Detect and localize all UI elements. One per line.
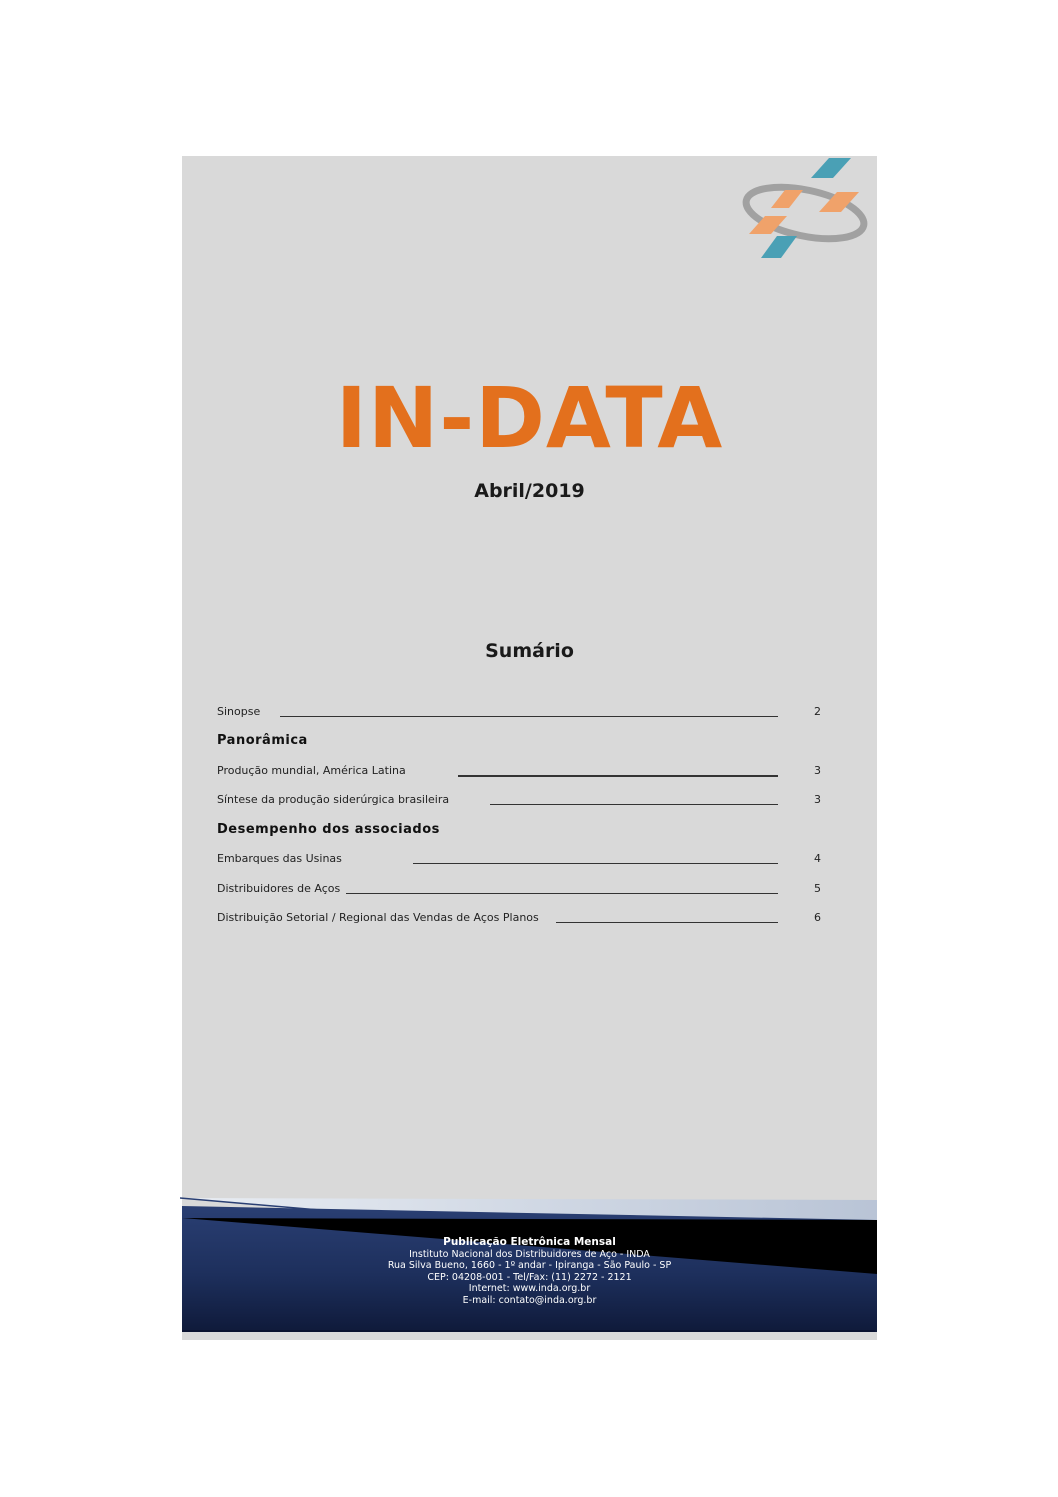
footer-institute: Instituto Nacional dos Distribuidores de Aço - INDA (409, 1248, 650, 1260)
toc-entry-distribuicao[interactable] (217, 911, 821, 931)
toc-page-number: 3 (814, 793, 821, 806)
toc-entry-label: Distribuidores de Aços (217, 882, 341, 895)
toc-entry-sintese[interactable] (217, 793, 821, 813)
toc-entry-embarques[interactable] (217, 852, 821, 872)
toc-page-number: 3 (814, 764, 821, 777)
toc-entry-label: Produção mundial, América Latina (217, 764, 406, 777)
summary-heading: Sumário (485, 640, 574, 662)
inda-logo-icon (741, 156, 869, 264)
toc-leader-line (413, 863, 778, 864)
cover-background (182, 156, 877, 1340)
toc-entry-label: Distribuição Setorial / Regional das Vendas de Aços Planos (217, 911, 539, 924)
toc-page-number: 5 (814, 882, 821, 895)
toc-page-number: 6 (814, 911, 821, 924)
toc-page-number: 4 (814, 852, 821, 865)
edition-date: Abril/2019 (474, 480, 585, 502)
toc-leader-line (280, 716, 778, 717)
toc-section-desempenho: Desempenho dos associados (217, 822, 440, 837)
footer-publication: Publicação Eletrônica Mensal (443, 1236, 616, 1248)
toc-entry-producao-mundial[interactable] (217, 764, 821, 784)
document-title: IN-DATA (335, 369, 724, 467)
toc-leader-line (490, 804, 778, 805)
toc-entry-sinopse[interactable] (217, 705, 821, 725)
toc-entry-label: Síntese da produção siderúrgica brasileira (217, 793, 450, 806)
toc-page-number: 2 (814, 705, 821, 718)
toc-leader-line (556, 922, 778, 923)
toc-entry-label: Embarques das Usinas (217, 852, 342, 865)
footer-address: Rua Silva Bueno, 1660 - 1º andar - Ipiranga - São Paulo - SP (387, 1260, 672, 1271)
footer-email[interactable]: E-mail: contato@inda.org.br (462, 1294, 597, 1306)
toc-entry-distribuidores[interactable] (217, 882, 821, 902)
toc-section-panoramica: Panorâmica (217, 733, 308, 748)
toc-leader-line (458, 775, 778, 777)
footer-internet[interactable]: Internet: www.inda.org.br (468, 1283, 591, 1294)
toc-leader-line (346, 893, 778, 894)
footer-info (182, 1237, 877, 1306)
toc-entry-label: Sinopse (217, 705, 261, 718)
footer-cep-phone: CEP: 04208-001 - Tel/Fax: (11) 2272 - 2121 (427, 1271, 632, 1283)
